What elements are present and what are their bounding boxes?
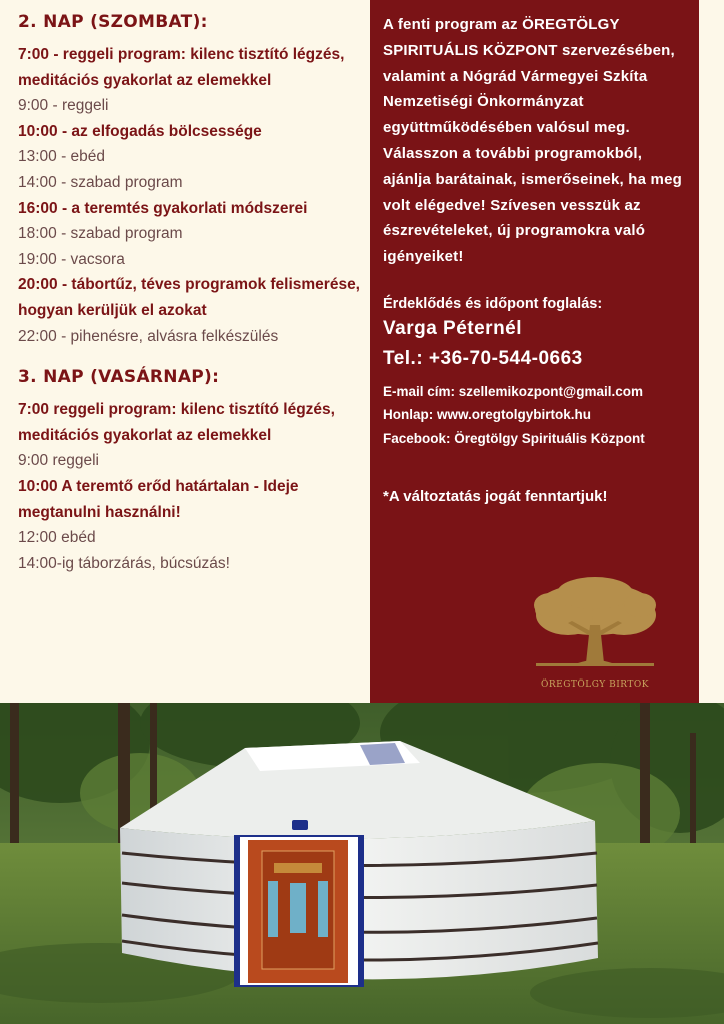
contact-label: Érdeklődés és időpont foglalás:	[383, 295, 603, 312]
day2-schedule-list	[18, 42, 370, 349]
day2-schedule-item: 10:00 - az elfogadás bölcsessége	[18, 122, 262, 140]
schedule-column	[0, 0, 370, 703]
contact-name: Varga Péternél	[383, 317, 523, 339]
contact-website[interactable]: Honlap: www.oregtolgybirtok.hu	[383, 407, 591, 423]
day3-schedule-item: 10:00 A teremtő erőd határtalan - Ideje megtanulni használni!	[18, 477, 299, 521]
day2-schedule-item: 19:00 - vacsora	[18, 250, 125, 268]
day2-schedule-item: 18:00 - szabad program	[18, 225, 183, 243]
day2-schedule-item: 20:00 - tábortűz, téves programok felismerése, hogyan kerüljük el azokat	[18, 276, 360, 319]
day2-heading: 2. NAP (SZOMBAT):	[18, 12, 208, 32]
contact-phone[interactable]: Tel.: +36-70-544-0663	[383, 347, 583, 369]
day2-schedule-item: 16:00 - a teremtés gyakorlati módszerei	[18, 199, 308, 217]
day2-schedule-item: 13:00 - ebéd	[18, 148, 106, 166]
day3-heading: 3. NAP (VASÁRNAP):	[18, 367, 220, 388]
disclaimer: *A változtatás jogát fenntartjuk!	[383, 488, 608, 506]
contact-facebook[interactable]: Facebook: Öregtölgy Spirituális Központ	[383, 430, 645, 446]
day3-schedule-item: 12:00 ebéd	[18, 529, 96, 547]
info-panel	[370, 0, 699, 703]
day3-schedule-list	[18, 397, 370, 576]
day2-schedule-item: 22:00 - pihenésre, alvásra felkészülés	[18, 327, 279, 345]
yurt-photo	[0, 703, 724, 1024]
contact-email[interactable]: E-mail cím: szellemikozpont@gmail.com	[383, 383, 643, 399]
oak-tree-logo	[528, 575, 662, 690]
oak-tree-icon	[528, 575, 662, 675]
day2-schedule-item: 9:00 - reggeli	[18, 97, 109, 115]
day3-schedule-item: 9:00 reggeli	[18, 452, 100, 470]
day2-schedule-item: 14:00 - szabad program	[18, 173, 183, 191]
yurt-image	[0, 703, 724, 1024]
logo-wordmark: ÖREGTÖLGY BIRTOK	[541, 680, 649, 690]
day2-schedule-item: 7:00 - reggeli program: kilenc tisztító légzés, meditációs gyakorlat az elemekkel	[18, 46, 345, 89]
day3-schedule-item: 7:00 reggeli program: kilenc tisztító légzés, meditációs gyakorlat az elemekkel	[18, 401, 335, 444]
organizer-intro: A fenti program az ÖREGTÖLGY SPIRITUÁLIS KÖZPONT szervezésében, valamint a Nógrád Vármegyei Szkíta Nemzetiségi Önkormányzat együttműködésében valósul meg. Válasszon a további programokból, ajánlja barátainak, ismerőseinek, ha meg volt elégedve! Szívesen vesszük az észrevételeket, új programokra való igényeiket!	[383, 16, 682, 266]
day3-schedule-item: 14:00-ig táborzárás, búcsúzás!	[18, 554, 230, 572]
